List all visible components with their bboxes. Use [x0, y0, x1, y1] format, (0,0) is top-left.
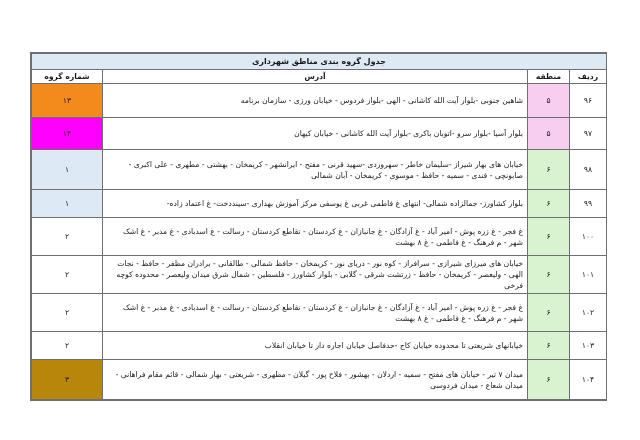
address-cell: شاهین جنوبی -بلوار آیت الله کاشانی - الهی -بلوار فردوس - خیابان ورزی - سازمان برنامه: [103, 84, 528, 118]
header-address: آدرس: [103, 70, 528, 84]
table-row: [32, 294, 607, 332]
region-groups-table: [31, 53, 607, 400]
row-number-cell: ۱۰۲: [570, 294, 607, 332]
address-cell: میدان ۷ تیر - خیابان های مفتح - سمیه - اردلان - بهشور - فلاح پور - گیلان - مطهری - شریعتی - بهار شمالی - قائم مقام فراهانی - میدان شعاع - میدان فردوسی: [103, 360, 528, 400]
table-row: [32, 150, 607, 190]
group-number-cell: ۱: [32, 190, 103, 218]
table-row: [32, 118, 607, 150]
group-number-cell: ۲: [32, 256, 103, 294]
row-number-cell: ۱۰۴: [570, 360, 607, 400]
row-number-cell: ۱۰۰: [570, 218, 607, 256]
group-number-cell: ۲: [32, 332, 103, 360]
table-row: [32, 218, 607, 256]
row-number-cell: ۱۰۳: [570, 332, 607, 360]
address-cell: بلوار کشاورز- جمالزاده شمالی- انتهای غ فاطمی غربی غ یوسفی مرکز آموزش بهداری -سینددخت- غ اعتماد زاده-: [103, 190, 528, 218]
address-cell: غ فجر - غ زره پوش - امیر آباد - غ آزادگان - غ جانبازان - غ کردستان - تقاطع کردستان - رسالت - غ اسدبادی - غ مدبر - غ اشک شهر - م فرهنگ - غ فاطمی - غ ۸ بهشت: [103, 218, 528, 256]
group-number-cell: ۱۳: [32, 84, 103, 118]
table-row: [32, 332, 607, 360]
region-cell: ۶: [528, 190, 570, 218]
row-number-cell: ۹۶: [570, 84, 607, 118]
row-number-cell: ۱۰۱: [570, 256, 607, 294]
region-cell: ۶: [528, 294, 570, 332]
table-row: [32, 84, 607, 118]
header-row-number: ردیف: [570, 70, 607, 84]
group-number-cell: ۱: [32, 150, 103, 190]
group-number-cell: ۱۴: [32, 118, 103, 150]
address-cell: غ فجر - غ زره پوش - امیر آباد - غ آزادگان - غ جانبازان - غ کردستان - تقاطع کردستان - رسالت - غ اسدبادی - غ مدبر - غ اشک شهر - م فرهنگ - غ فاطمی - غ ۸ بهشت: [103, 294, 528, 332]
group-number-cell: ۲: [32, 294, 103, 332]
region-cell: ۵: [528, 84, 570, 118]
address-cell: خیابان های بهار شیراز -سلیمان خاطر - سهروردی -سهید قرنی - مفتح - ایرانشهر - کریمخان - بهشتی - مطهری - علی اکبری - صابونچی - قندی - سمیه - حافظ - موسوی - کریمخان - آبان شمالی: [103, 150, 528, 190]
row-number-cell: ۹۷: [570, 118, 607, 150]
table-row: [32, 360, 607, 400]
address-cell: خیابان های میرزای شیرازی - سرافراز - کوه نور - دریای نور - کریمخان - حافظ شمالی - طالقانی - برادران مظفر - حافظ - نجات الهی - ولیعصر - کریمخان - حافظ - زرتشت شرقی - گلابی - بلوار کشاورز - فلسطین - شمال شرق میدان ولیعصر - محدوده کوچه فرخی: [103, 256, 528, 294]
region-cell: ۶: [528, 218, 570, 256]
region-cell: ۶: [528, 360, 570, 400]
region-cell: ۵: [528, 118, 570, 150]
table-row: [32, 256, 607, 294]
header-group-number: شماره گروه: [32, 70, 103, 84]
header-region: منطقه: [528, 70, 570, 84]
spreadsheet: [30, 52, 607, 401]
region-cell: ۶: [528, 256, 570, 294]
address-cell: بلوار آسیا -بلوار سرو -اتوبان باکری -بلوار آیت الله کاشانی - خیابان کیهان: [103, 118, 528, 150]
table-title: جدول گروه بندی مناطق شهرداری: [32, 54, 607, 70]
region-cell: ۶: [528, 150, 570, 190]
address-cell: خیابانهای شریعتی تا محدوده خیابان کاج -حدفاصل خیابان اجاره دار تا خیابان انقلاب: [103, 332, 528, 360]
region-cell: ۶: [528, 332, 570, 360]
table-row: [32, 190, 607, 218]
group-number-cell: ۳: [32, 360, 103, 400]
row-number-cell: ۹۸: [570, 150, 607, 190]
row-number-cell: ۹۹: [570, 190, 607, 218]
group-number-cell: ۲: [32, 218, 103, 256]
